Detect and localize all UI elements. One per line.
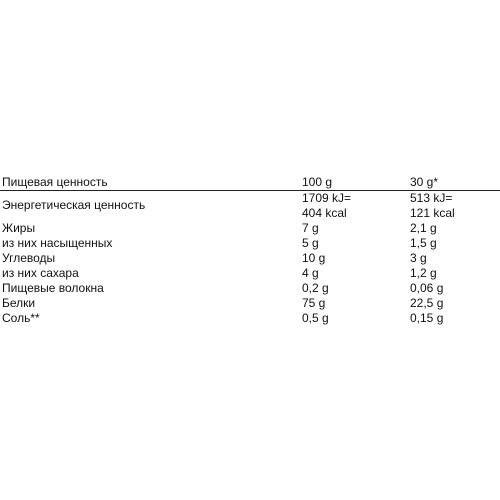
row-label: Углеводы bbox=[2, 251, 56, 265]
energy-per-100g-kcal: 404 kcal bbox=[302, 206, 347, 220]
row-per-100g: 5 g bbox=[302, 236, 319, 250]
table-header-row bbox=[0, 175, 500, 191]
table-row-fat bbox=[0, 221, 500, 236]
row-per-serving: 3 g bbox=[410, 251, 427, 265]
header-nutrition-label: Пищевая ценность bbox=[2, 175, 108, 189]
row-per-100g: 7 g bbox=[302, 221, 319, 235]
energy-per-100g-kj: 1709 kJ= bbox=[302, 191, 352, 205]
row-per-100g: 0,2 g bbox=[302, 281, 329, 295]
row-label: Соль** bbox=[2, 311, 40, 325]
energy-per-serving-kj: 513 kJ= bbox=[410, 191, 453, 205]
nutrition-table bbox=[0, 175, 500, 326]
row-label: Жиры bbox=[2, 221, 36, 235]
row-per-serving: 1,5 g bbox=[410, 236, 437, 250]
row-label: из них сахара bbox=[2, 266, 79, 280]
header-per-100g: 100 g bbox=[302, 175, 333, 189]
header-per-serving: 30 g* bbox=[410, 175, 439, 189]
table-row-fiber bbox=[0, 281, 500, 296]
row-per-serving: 22,5 g bbox=[410, 296, 444, 310]
table-row-protein bbox=[0, 296, 500, 311]
row-label: из них насыщенных bbox=[2, 236, 113, 250]
row-per-100g: 0,5 g bbox=[302, 311, 329, 325]
energy-per-serving bbox=[410, 191, 455, 221]
row-per-100g: 10 g bbox=[302, 251, 326, 265]
row-per-100g: 75 g bbox=[302, 296, 326, 310]
table-row-carbohydrates bbox=[0, 251, 500, 266]
table-row-sugars bbox=[0, 266, 500, 281]
row-per-serving: 0,06 g bbox=[410, 281, 444, 295]
row-per-serving: 0,15 g bbox=[410, 311, 444, 325]
row-label: Белки bbox=[2, 296, 36, 310]
row-label: Пищевые волокна bbox=[2, 281, 104, 295]
energy-per-100g bbox=[302, 191, 351, 221]
table-row-saturated-fat bbox=[0, 236, 500, 251]
table-row-energy bbox=[0, 191, 500, 221]
energy-per-serving-kcal: 121 kcal bbox=[410, 206, 455, 220]
row-per-100g: 4 g bbox=[302, 266, 319, 280]
row-per-serving: 1,2 g bbox=[410, 266, 437, 280]
row-per-serving: 2,1 g bbox=[410, 221, 437, 235]
table-row-salt bbox=[0, 311, 500, 326]
energy-label: Энергетическая ценность bbox=[2, 198, 146, 212]
